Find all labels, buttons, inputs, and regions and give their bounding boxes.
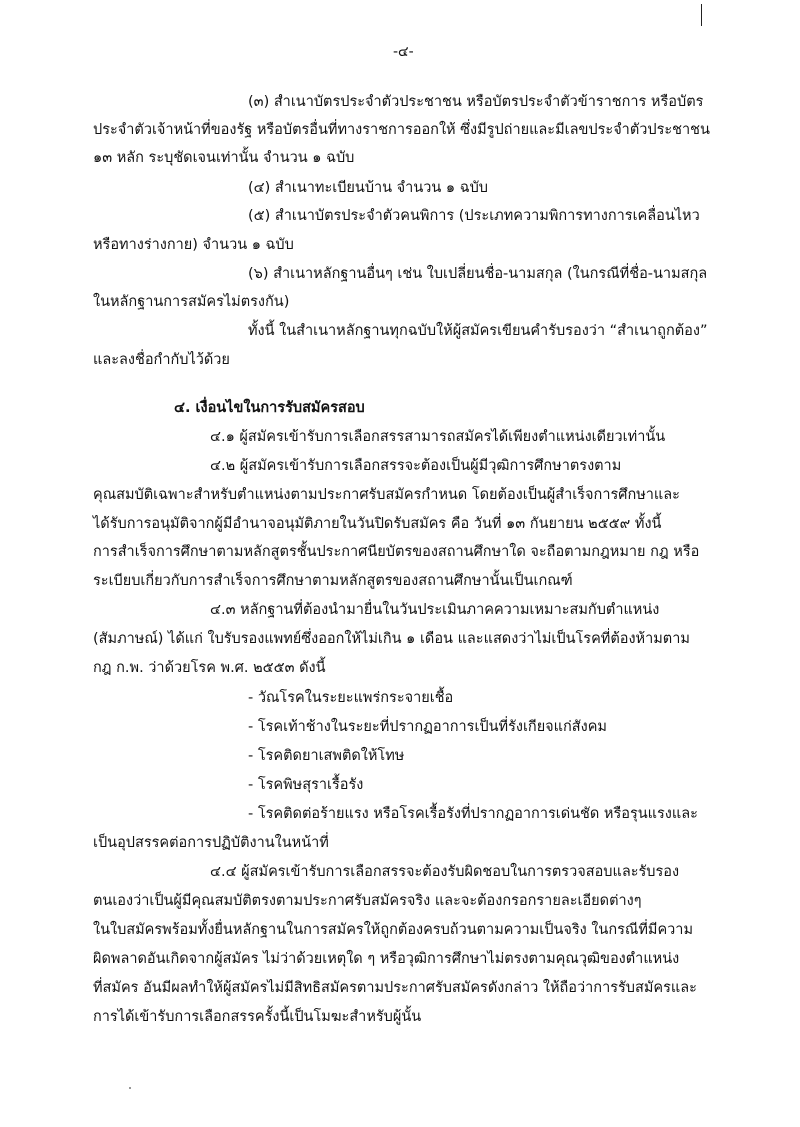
paragraph-line: (๓) สำเนาบัตรประจำตัวประชาชน หรือบัตรประจำตัวข้าราชการ หรือบัตร <box>248 94 704 110</box>
paragraph-line: และลงชื่อกำกับไว้ด้วย <box>93 352 230 368</box>
paragraph-line: กฎ ก.พ. ว่าด้วยโรค พ.ศ. ๒๕๕๓ ดังนี้ <box>93 660 326 676</box>
paragraph-line: ในหลักฐานการสมัครไม่ตรงกัน) <box>93 294 290 310</box>
paragraph-line: ๔.๑ ผู้สมัครเข้ารับการเลือกสรรสามารถสมัครได้เพียงตำแหน่งเดียวเท่านั้น <box>210 429 666 445</box>
list-item: - โรคเท้าช้างในระยะที่ปรากฏอาการเป็นที่รังเกียจแก่สังคม <box>248 719 607 735</box>
list-item: - โรคติดต่อร้ายแรง หรือโรคเรื้อรังที่ปรากฏอาการเด่นชัด หรือรุนแรงและ <box>248 806 698 822</box>
paragraph-line: ตนเองว่าเป็นผู้มีคุณสมบัติตรงตามประกาศรับสมัครจริง และจะต้องกรอกรายละเอียดต่างๆ <box>93 893 642 909</box>
paragraph-line: ๔.๒ ผู้สมัครเข้ารับการเลือกสรรจะต้องเป็นผู้มีวุฒิการศึกษาตรงตาม <box>210 458 622 474</box>
scan-mark <box>701 4 702 26</box>
paragraph-line: (๖) สำเนาหลักฐานอื่นๆ เช่น ใบเปลี่ยนชื่อ-นามสกุล (ในกรณีที่ชื่อ-นามสกุล <box>248 266 708 282</box>
paragraph-line: ๑๓ หลัก ระบุชัดเจนเท่านั้น จำนวน ๑ ฉบับ <box>93 150 355 166</box>
paragraph-line: ในใบสมัครพร้อมทั้งยื่นหลักฐานในการสมัครให้ถูกต้องครบถ้วนตามความเป็นจริง ในกรณีที่มีความ <box>93 922 694 938</box>
paragraph-line: (๔) สำเนาทะเบียนบ้าน จำนวน ๑ ฉบับ <box>248 180 488 196</box>
paragraph-line: ผิดพลาดอันเกิดจากผู้สมัคร ไม่ว่าด้วยเหตุใด ๆ หรือวุฒิการศึกษาไม่ตรงตามคุณวุฒิของตำแหน่ง <box>93 951 680 967</box>
section-heading: ๔. เงื่อนไขในการรับสมัครสอบ <box>174 400 365 416</box>
paragraph-line: การได้เข้ารับการเลือกสรรครั้งนี้เป็นโมฆะสำหรับผู้นั้น <box>93 1009 422 1025</box>
paragraph-line: เป็นอุปสรรคต่อการปฏิบัติงานในหน้าที่ <box>93 835 329 851</box>
paragraph-line: ระเบียบเกี่ยวกับการสำเร็จการศึกษาตามหลักสูตรของสถานศึกษานั้นเป็นเกณฑ์ <box>93 573 573 589</box>
page-number: -๔- <box>393 44 414 60</box>
list-item: - วัณโรคในระยะแพร่กระจายเชื้อ <box>248 690 454 706</box>
paragraph-line: ๔.๓ หลักฐานที่ต้องนำมายื่นในวันประเมินภาคความเหมาะสมกับตำแหน่ง <box>210 602 660 618</box>
paragraph-line: (๕) สำเนาบัตรประจำตัวคนพิการ (ประเภทความพิการทางการเคลื่อนไหว <box>248 208 700 224</box>
list-item: - โรคพิษสุราเรื้อรัง <box>248 777 364 793</box>
paragraph-line: ได้รับการอนุมัติจากผู้มีอำนาจอนุมัติภายในวันปิดรับสมัคร คือ วันที่ ๑๓ กันยายน ๒๕๕๙ ทั้งนี้ <box>93 516 662 532</box>
list-item: - โรคติดยาเสพติดให้โทษ <box>248 748 405 764</box>
paragraph-line: การสำเร็จการศึกษาตามหลักสูตรชั้นประกาศนียบัตรของสถานศึกษาใด จะถือตามกฎหมาย กฎ หรือ <box>93 544 700 560</box>
paragraph-line: ๔.๔ ผู้สมัครเข้ารับการเลือกสรรจะต้องรับผิดชอบในการตรวจสอบและรับรอง <box>210 864 680 880</box>
paragraph-line: ประจำตัวเจ้าหน้าที่ของรัฐ หรือบัตรอื่นที่ทางราชการออกให้ ซึ่งมีรูปถ่ายและมีเลขประจำตัวประชาชน <box>93 122 710 138</box>
paragraph-line: ทั้งนี้ ในสำเนาหลักฐานทุกฉบับให้ผู้สมัครเขียนคำรับรองว่า “สำเนาถูกต้อง” <box>248 323 708 339</box>
paragraph-line: (สัมภาษณ์) ได้แก่ ใบรับรองแพทย์ซึ่งออกให้ไม่เกิน ๑ เดือน และแสดงว่าไม่เป็นโรคที่ต้องห้ามตาม <box>93 631 690 647</box>
paragraph-line: หรือทางร่างกาย) จำนวน ๑ ฉบับ <box>93 237 294 253</box>
scan-speck <box>129 1087 131 1089</box>
paragraph-line: ที่สมัคร อันมีผลทำให้ผู้สมัครไม่มีสิทธิสมัครตามประกาศรับสมัครดังกล่าว ให้ถือว่าการรับสมัครและ <box>93 980 697 996</box>
paragraph-line: คุณสมบัติเฉพาะสำหรับตำแหน่งตามประกาศรับสมัครกำหนด โดยต้องเป็นผู้สำเร็จการศึกษาและ <box>93 487 680 503</box>
